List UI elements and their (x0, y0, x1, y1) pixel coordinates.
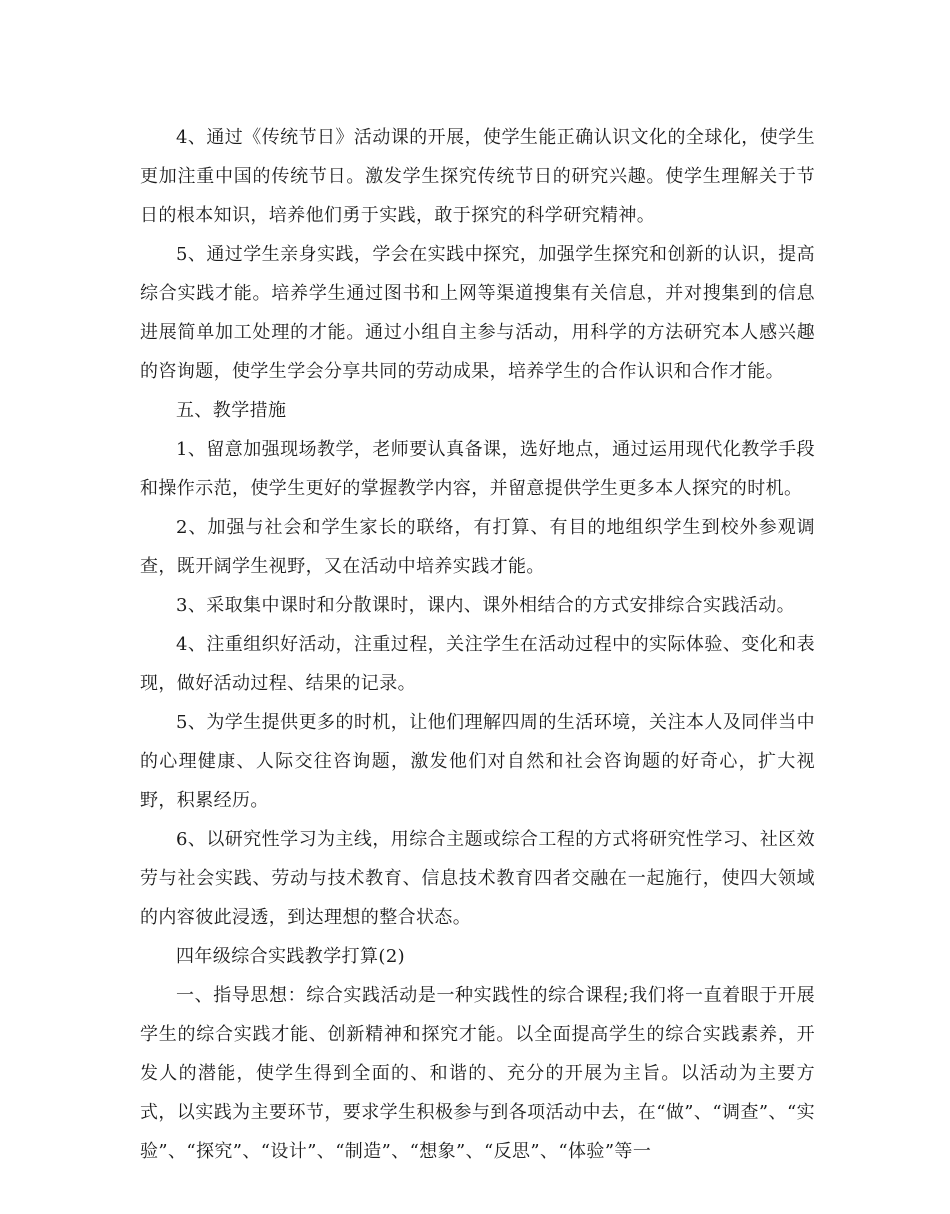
document-subtitle: 四年级综合实践教学打算(2) (176, 946, 406, 967)
section-heading-measures: 五、教学措施 (176, 400, 287, 421)
paragraph-goal-4: 4、通过《传统节日》活动课的开展，使学生能正确认识文化的全球化，使学生更加注重中国的传统节日。激发学生探究传统节日的研究兴趣。使学生理解关于节日的根本知识，培养他们勇于实践，敢于探究的科学研究精神。 (140, 127, 815, 226)
paragraph-measure-6: 6、以研究性学习为主线，用综合主题或综合工程的方式将研究性学习、社区效劳与社会实践、劳动与技术教育、信息技术教育四者交融在一起施行，使四大领域的内容彼此浸透，到达理想的整合状态。 (140, 829, 815, 928)
paragraph-goal-5: 5、通过学生亲身实践，学会在实践中探究，加强学生探究和创新的认识，提高综合实践才能。培养学生通过图书和上网等渠道搜集有关信息，并对搜集到的信息进展简单加工处理的才能。通过小组自主参与活动，用科学的方法研究本人感兴趣的咨询题，使学生学会分享共同的劳动成果，培养学生的合作认识和合作才能。 (140, 244, 815, 382)
paragraph-measure-1: 1、留意加强现场教学，老师要认真备课，选好地点，通过运用现代化教学手段和操作示范，使学生更好的掌握教学内容，并留意提供学生更多本人探究的时机。 (140, 439, 815, 499)
paragraph-measure-2: 2、加强与社会和学生家长的联络，有打算、有目的地组织学生到校外参观调查，既开阔学生视野，又在活动中培养实践才能。 (140, 517, 815, 577)
paragraph-guiding-thought: 一、指导思想：综合实践活动是一种实践性的综合课程;我们将一直着眼于开展学生的综合实践才能、创新精神和探究才能。以全面提高学生的综合实践素养，开发人的潜能，使学生得到全面的、和谐的、充分的开展为主旨。以活动为主要方式，以实践为主要环节，要求学生积极参与到各项活动中去，在“做”、“调查”、“实验”、“探究”、“设计”、“制造”、“想象”、“反思”、“体验”等一 (140, 985, 815, 1162)
paragraph-measure-3: 3、采取集中课时和分散课时，课内、课外相结合的方式安排综合实践活动。 (176, 595, 796, 616)
paragraph-measure-4: 4、注重组织好活动，注重过程，关注学生在活动过程中的实际体验、变化和表现，做好活动过程、结果的记录。 (140, 634, 815, 694)
paragraph-measure-5: 5、为学生提供更多的时机，让他们理解四周的生活环境，关注本人及同伴当中的心理健康、人际交往咨询题，激发他们对自然和社会咨询题的好奇心，扩大视野，积累经历。 (140, 712, 815, 811)
